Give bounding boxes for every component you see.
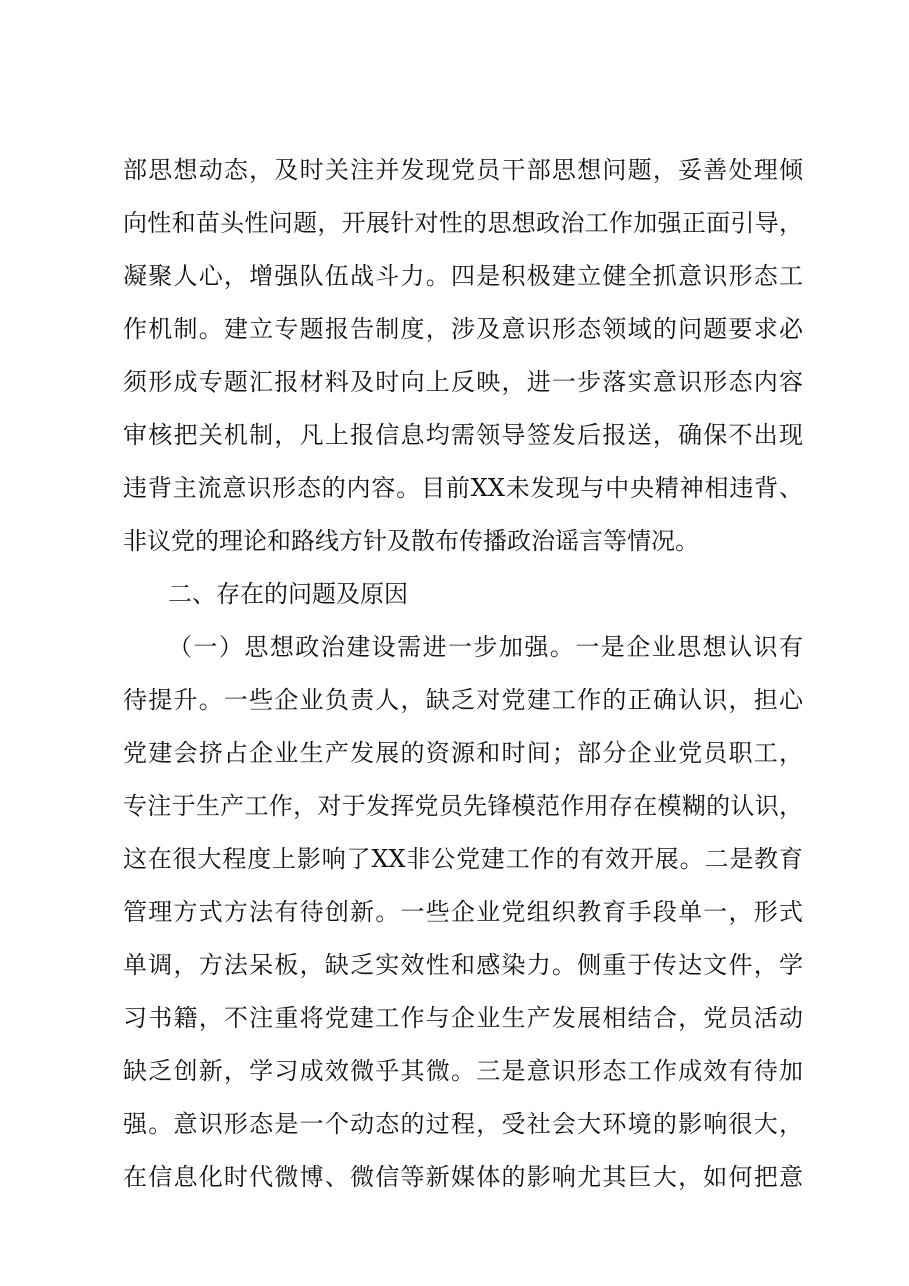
paragraph-line: 作机制。建立专题报告制度，涉及意识形态领域的问题要求必: [123, 315, 803, 343]
section-heading: 二、存在的问题及原因: [168, 580, 408, 608]
paragraph-line: 强。意识形态是一个动态的过程，受社会大环境的影响很大，: [123, 1110, 803, 1138]
paragraph-line: 须形成专题汇报材料及时向上反映，进一步落实意识形态内容: [123, 368, 803, 396]
paragraph-line: 党建会挤占企业生产发展的资源和时间；部分企业党员职工，: [123, 739, 803, 767]
paragraph-line: 非议党的理论和路线方针及散布传播政治谣言等情况。: [123, 527, 699, 555]
paragraph-line: 在信息化时代微博、微信等新媒体的影响尤其巨大，如何把意: [123, 1163, 803, 1191]
paragraph-line: 部思想动态，及时关注并发现党员干部思想问题，妥善处理倾: [123, 156, 803, 184]
paragraph-line: 向性和苗头性问题，开展针对性的思想政治工作加强正面引导，: [123, 209, 803, 237]
paragraph-line: 这在很大程度上影响了XX非公党建工作的有效开展。二是教育: [123, 845, 803, 873]
subsection-heading-line: （一）思想政治建设需进一步加强。一是企业思想认识有: [168, 633, 803, 661]
paragraph-line: 管理方式方法有待创新。一些企业党组织教育手段单一，形式: [123, 898, 803, 926]
paragraph-line: 待提升。一些企业负责人，缺乏对党建工作的正确认识，担心: [123, 686, 803, 714]
paragraph-line: 违背主流意识形态的内容。目前XX未发现与中央精神相违背、: [123, 474, 803, 502]
paragraph-line: 单调，方法呆板，缺乏实效性和感染力。侧重于传达文件，学: [123, 951, 803, 979]
paragraph-line: 习书籍，不注重将党建工作与企业生产发展相结合，党员活动: [123, 1004, 803, 1032]
paragraph-line: 缺乏创新，学习成效微乎其微。三是意识形态工作成效有待加: [123, 1057, 803, 1085]
paragraph-line: 审核把关机制，凡上报信息均需领导签发后报送，确保不出现: [123, 421, 803, 449]
paragraph-line: 专注于生产工作，对于发挥党员先锋模范作用存在模糊的认识，: [123, 792, 803, 820]
paragraph-line: 凝聚人心，增强队伍战斗力。四是积极建立健全抓意识形态工: [123, 262, 803, 290]
